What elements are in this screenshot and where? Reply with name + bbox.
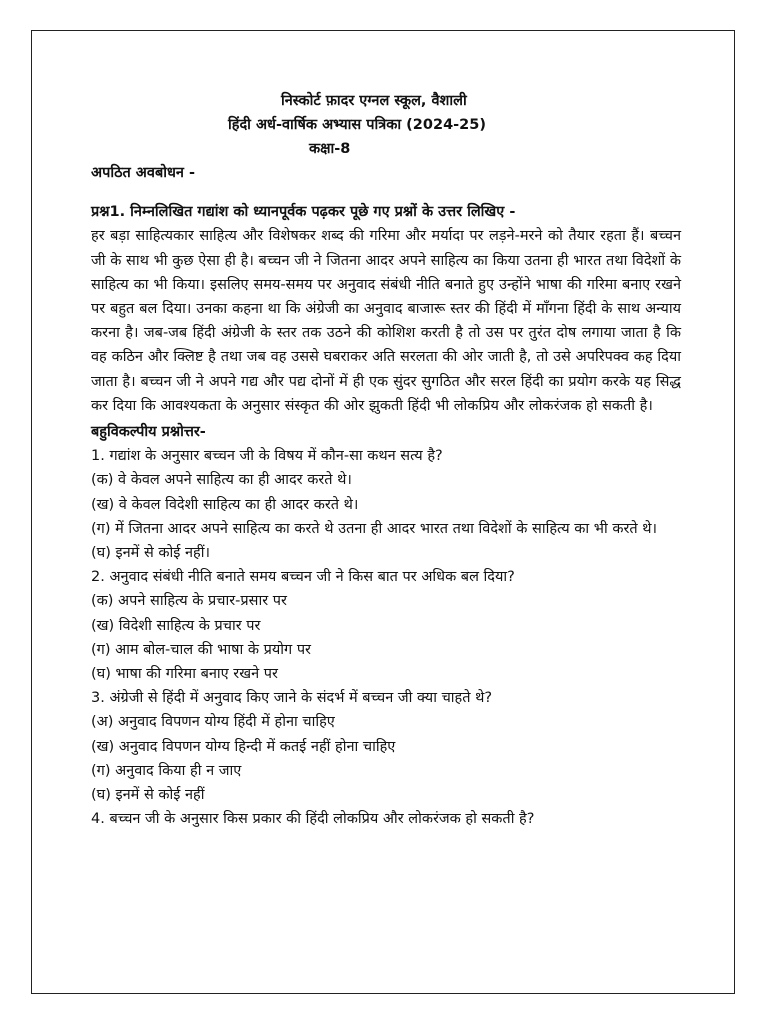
question-2: 2. अनुवाद संबंधी नीति बनाते समय बच्चन जी ने किस बात पर अधिक बल दिया?	[91, 569, 515, 586]
page-content	[91, 89, 681, 831]
option-1a: (क) वे केवल अपने साहित्य का ही आदर करते थे।	[91, 472, 352, 489]
question-1: 1. गद्यांश के अनुसार बच्चन जी के विषय में कौन-सा कथन सत्य है?	[91, 448, 443, 465]
option-2a: (क) अपने साहित्य के प्रचार-प्रसार पर	[91, 593, 287, 610]
option-2c: (ग) आम बोल-चाल की भाषा के प्रयोग पर	[91, 641, 311, 658]
option-2b: (ख) विदेशी साहित्य के प्रचार पर	[91, 617, 261, 634]
question-4: 4. बच्चन जी के अनुसार किस प्रकार की हिंदी लोकप्रिय और लोकरंजक हो सकती है?	[91, 811, 535, 828]
option-1d: (घ) इनमें से कोई नहीं।	[91, 545, 210, 562]
question-title: प्रश्न1. निम्नलिखित गद्यांश को ध्यानपूर्वक पढ़कर पूछे गए प्रश्नों के उत्तर लिखिए -	[91, 204, 516, 221]
option-1b: (ख) वे केवल विदेशी साहित्य का ही आदर करते थे।	[91, 496, 359, 513]
option-3c: (ग) अनुवाद किया ही न जाए	[91, 762, 242, 779]
paper-title: हिंदी अर्ध-वार्षिक अभ्यास पत्रिका (2024-25)	[228, 117, 486, 133]
passage-text: हर बड़ा साहित्यकार साहित्य और विशेषकर शब्द की गरिमा और मर्यादा पर लड़ने-मरने को तैयार रहता हैं। बच्चन जी के साथ भी कुछ ऐसा ही है। बच्चन जी ने जितना आदर अपने साहित्य का किया उतना ही भारत तथा विदेशों के साहित्य का भी किया। इसलिए समय-समय पर अनुवाद संबंधी नीति बनाते हुए उन्होंने भाषा की गरिमा बनाए रखने पर बहुत बल दिया। उनका कहना था कि अंग्रेजी का अनुवाद बाजारू स्तर की हिंदी में माँगना हिंदी के साथ अन्याय करना है। जब-जब हिंदी अंग्रेजी के स्तर तक उठने की कोशिश करती है तो उस पर तुरंत दोष लगाया जाता है कि वह कठिन और क्लिष्ट है तथा जब वह उससे घबराकर अति सरलता की ओर जाती है, तो उसे अपरिपक्व कह दिया जाता है। बच्चन जी ने अपने गद्य और पद्य दोनों में ही एक सुंदर सुगठित और सरल हिंदी का प्रयोग करके यह सिद्ध कर दिया कि आवश्यकता के अनुसार संस्कृत की ओर झुकती हिंदी भी लोकप्रिय और लोकरंजक हो सकती है।	[91, 228, 681, 414]
option-3a: (अ) अनुवाद विपणन योग्य हिंदी में होना चाहिए	[91, 714, 335, 731]
header-block	[91, 89, 681, 161]
section-title: अपठित अवबोधन -	[91, 165, 196, 181]
document-page	[31, 30, 735, 994]
option-2d: (घ) भाषा की गरिमा बनाए रखने पर	[91, 666, 278, 683]
mcq-title: बहुविकल्पीय प्रश्नोत्तर-	[91, 424, 206, 441]
option-3d: (घ) इनमें से कोई नहीं	[91, 787, 205, 804]
school-name: निस्कोर्ट फ़ादर एग्नल स्कूल, वैशाली	[281, 93, 467, 109]
class-label: कक्षा-8	[309, 141, 351, 157]
option-3b: (ख) अनुवाद विपणन योग्य हिन्दी में कतई नहीं होना चाहिए	[91, 738, 396, 755]
option-1c: (ग) में जितना आदर अपने साहित्य का करते थे उतना ही आदर भारत तथा विदेशों के साहित्य का भी करते थे।	[91, 520, 658, 537]
question-3: 3. अंग्रेजी से हिंदी में अनुवाद किए जाने के संदर्भ में बच्चन जी क्या चाहते थे?	[91, 690, 493, 707]
